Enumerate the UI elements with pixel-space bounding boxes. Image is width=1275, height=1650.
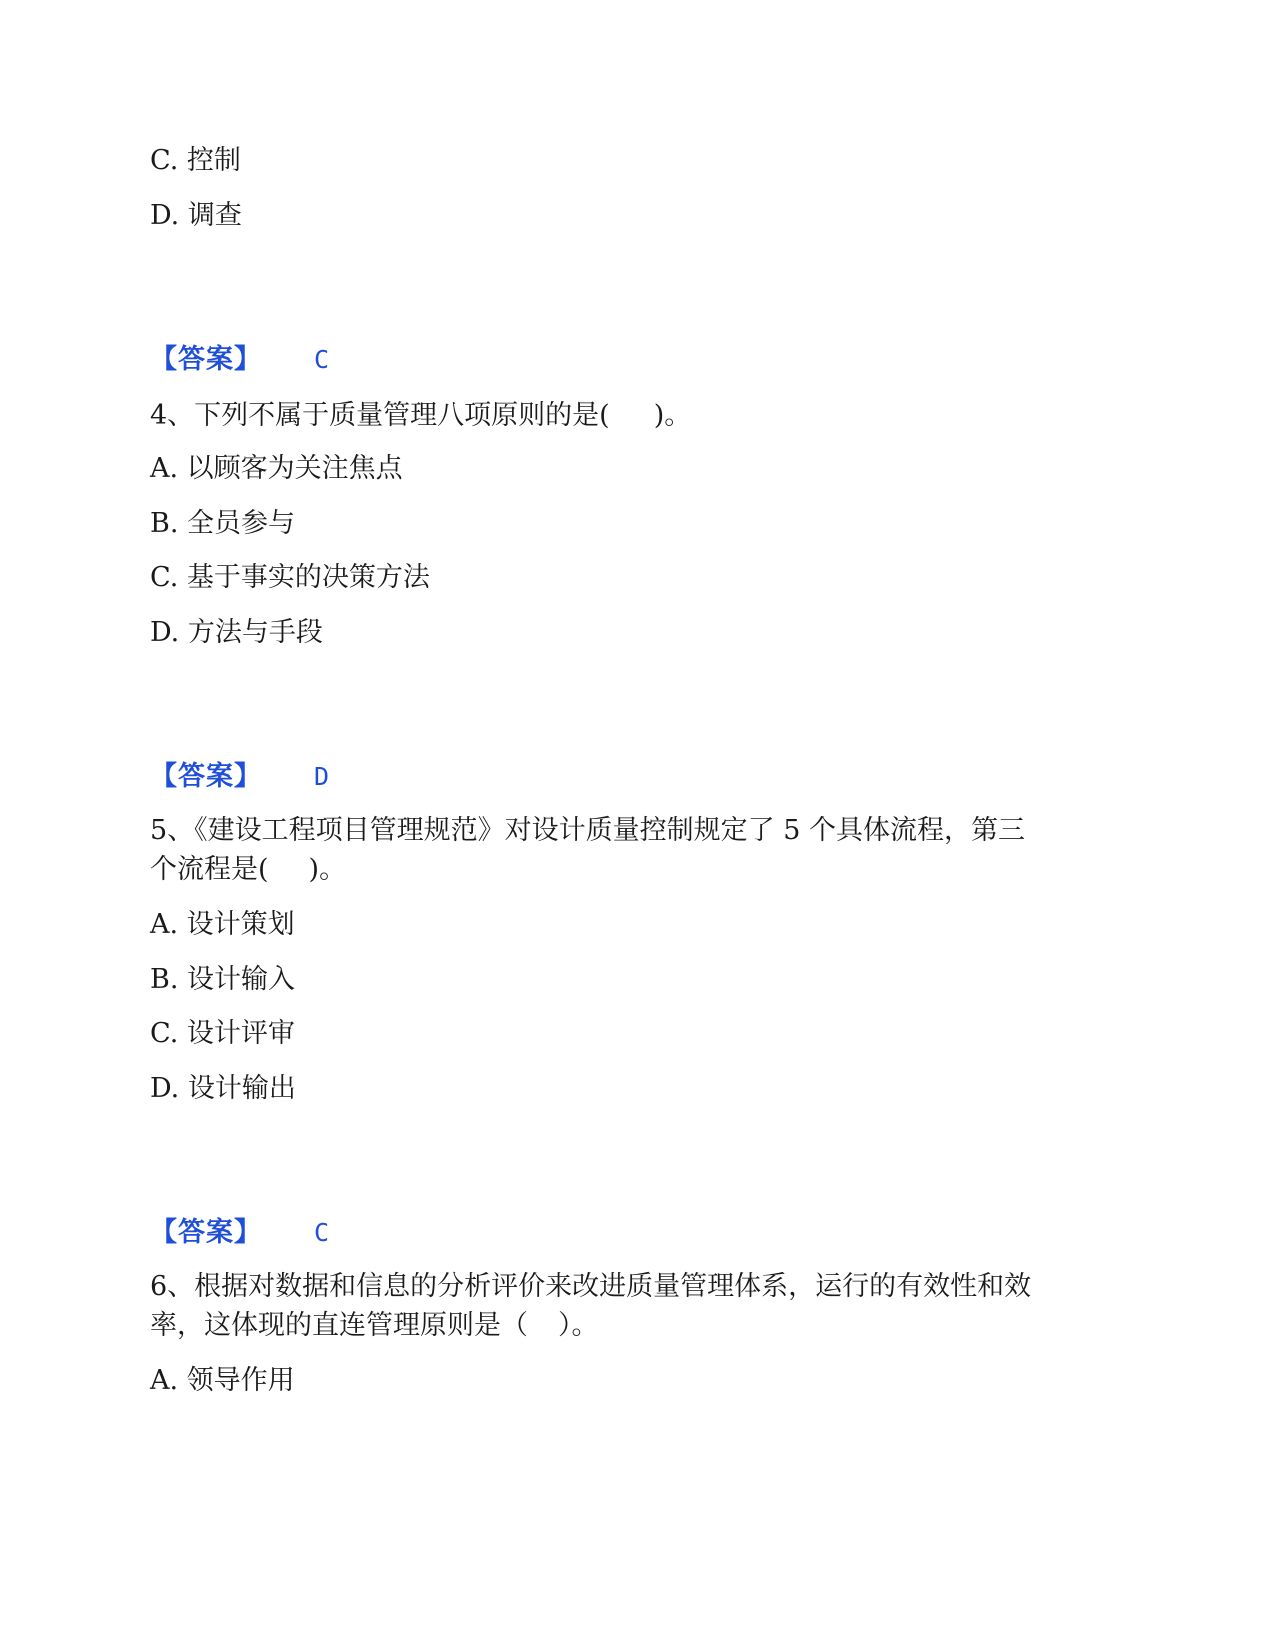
question-4-option-a: A. 以顾客为关注焦点	[150, 453, 403, 484]
question-5-stem-line-2	[150, 850, 346, 890]
question-5-option-a: A. 设计策划	[150, 909, 295, 940]
question-stem-text: 率，这体现的直连管理原则是（	[150, 1310, 528, 1341]
question-4-answer-row	[150, 757, 329, 797]
question-5-option-c: C. 设计评审	[150, 1018, 295, 1049]
answer-value: C	[314, 345, 330, 374]
question-5-stem-line-1: 5、《建设工程项目管理规范》对设计质量控制规定了 5 个具体流程，第三	[150, 815, 1026, 846]
question-4-option-d: D. 方法与手段	[150, 617, 323, 648]
answer-label: 【答案】	[150, 344, 262, 375]
question-4-option-b: B. 全员参与	[150, 508, 296, 539]
question-stem-text: ）。	[558, 1310, 599, 1341]
answer-label: 【答案】	[150, 761, 262, 792]
question-stem-text: )。	[308, 854, 347, 885]
question-stem-text: 个流程是(	[150, 854, 269, 885]
answer-label: 【答案】	[150, 1217, 262, 1248]
question-4-option-c: C. 基于事实的决策方法	[150, 562, 430, 593]
question-4-stem	[150, 396, 691, 436]
question-stem-text: )。	[653, 400, 692, 431]
question-stem-text: 4、下列不属于质量管理八项原则的是(	[150, 400, 610, 431]
question-6-stem-line-2	[150, 1306, 599, 1346]
option-c: C. 控制	[150, 145, 241, 176]
question-6-stem-line-1: 6、根据对数据和信息的分析评价来改进质量管理体系，运行的有效性和效	[150, 1271, 1032, 1302]
question-5-option-d: D. 设计输出	[150, 1073, 296, 1104]
answer-value: D	[314, 762, 330, 791]
question-6-option-a: A. 领导作用	[150, 1365, 295, 1396]
question-5-option-b: B. 设计输入	[150, 964, 296, 995]
answer-value: C	[314, 1218, 330, 1247]
option-d: D. 调查	[150, 200, 242, 231]
answer-row	[150, 340, 329, 380]
question-5-answer-row	[150, 1213, 329, 1253]
